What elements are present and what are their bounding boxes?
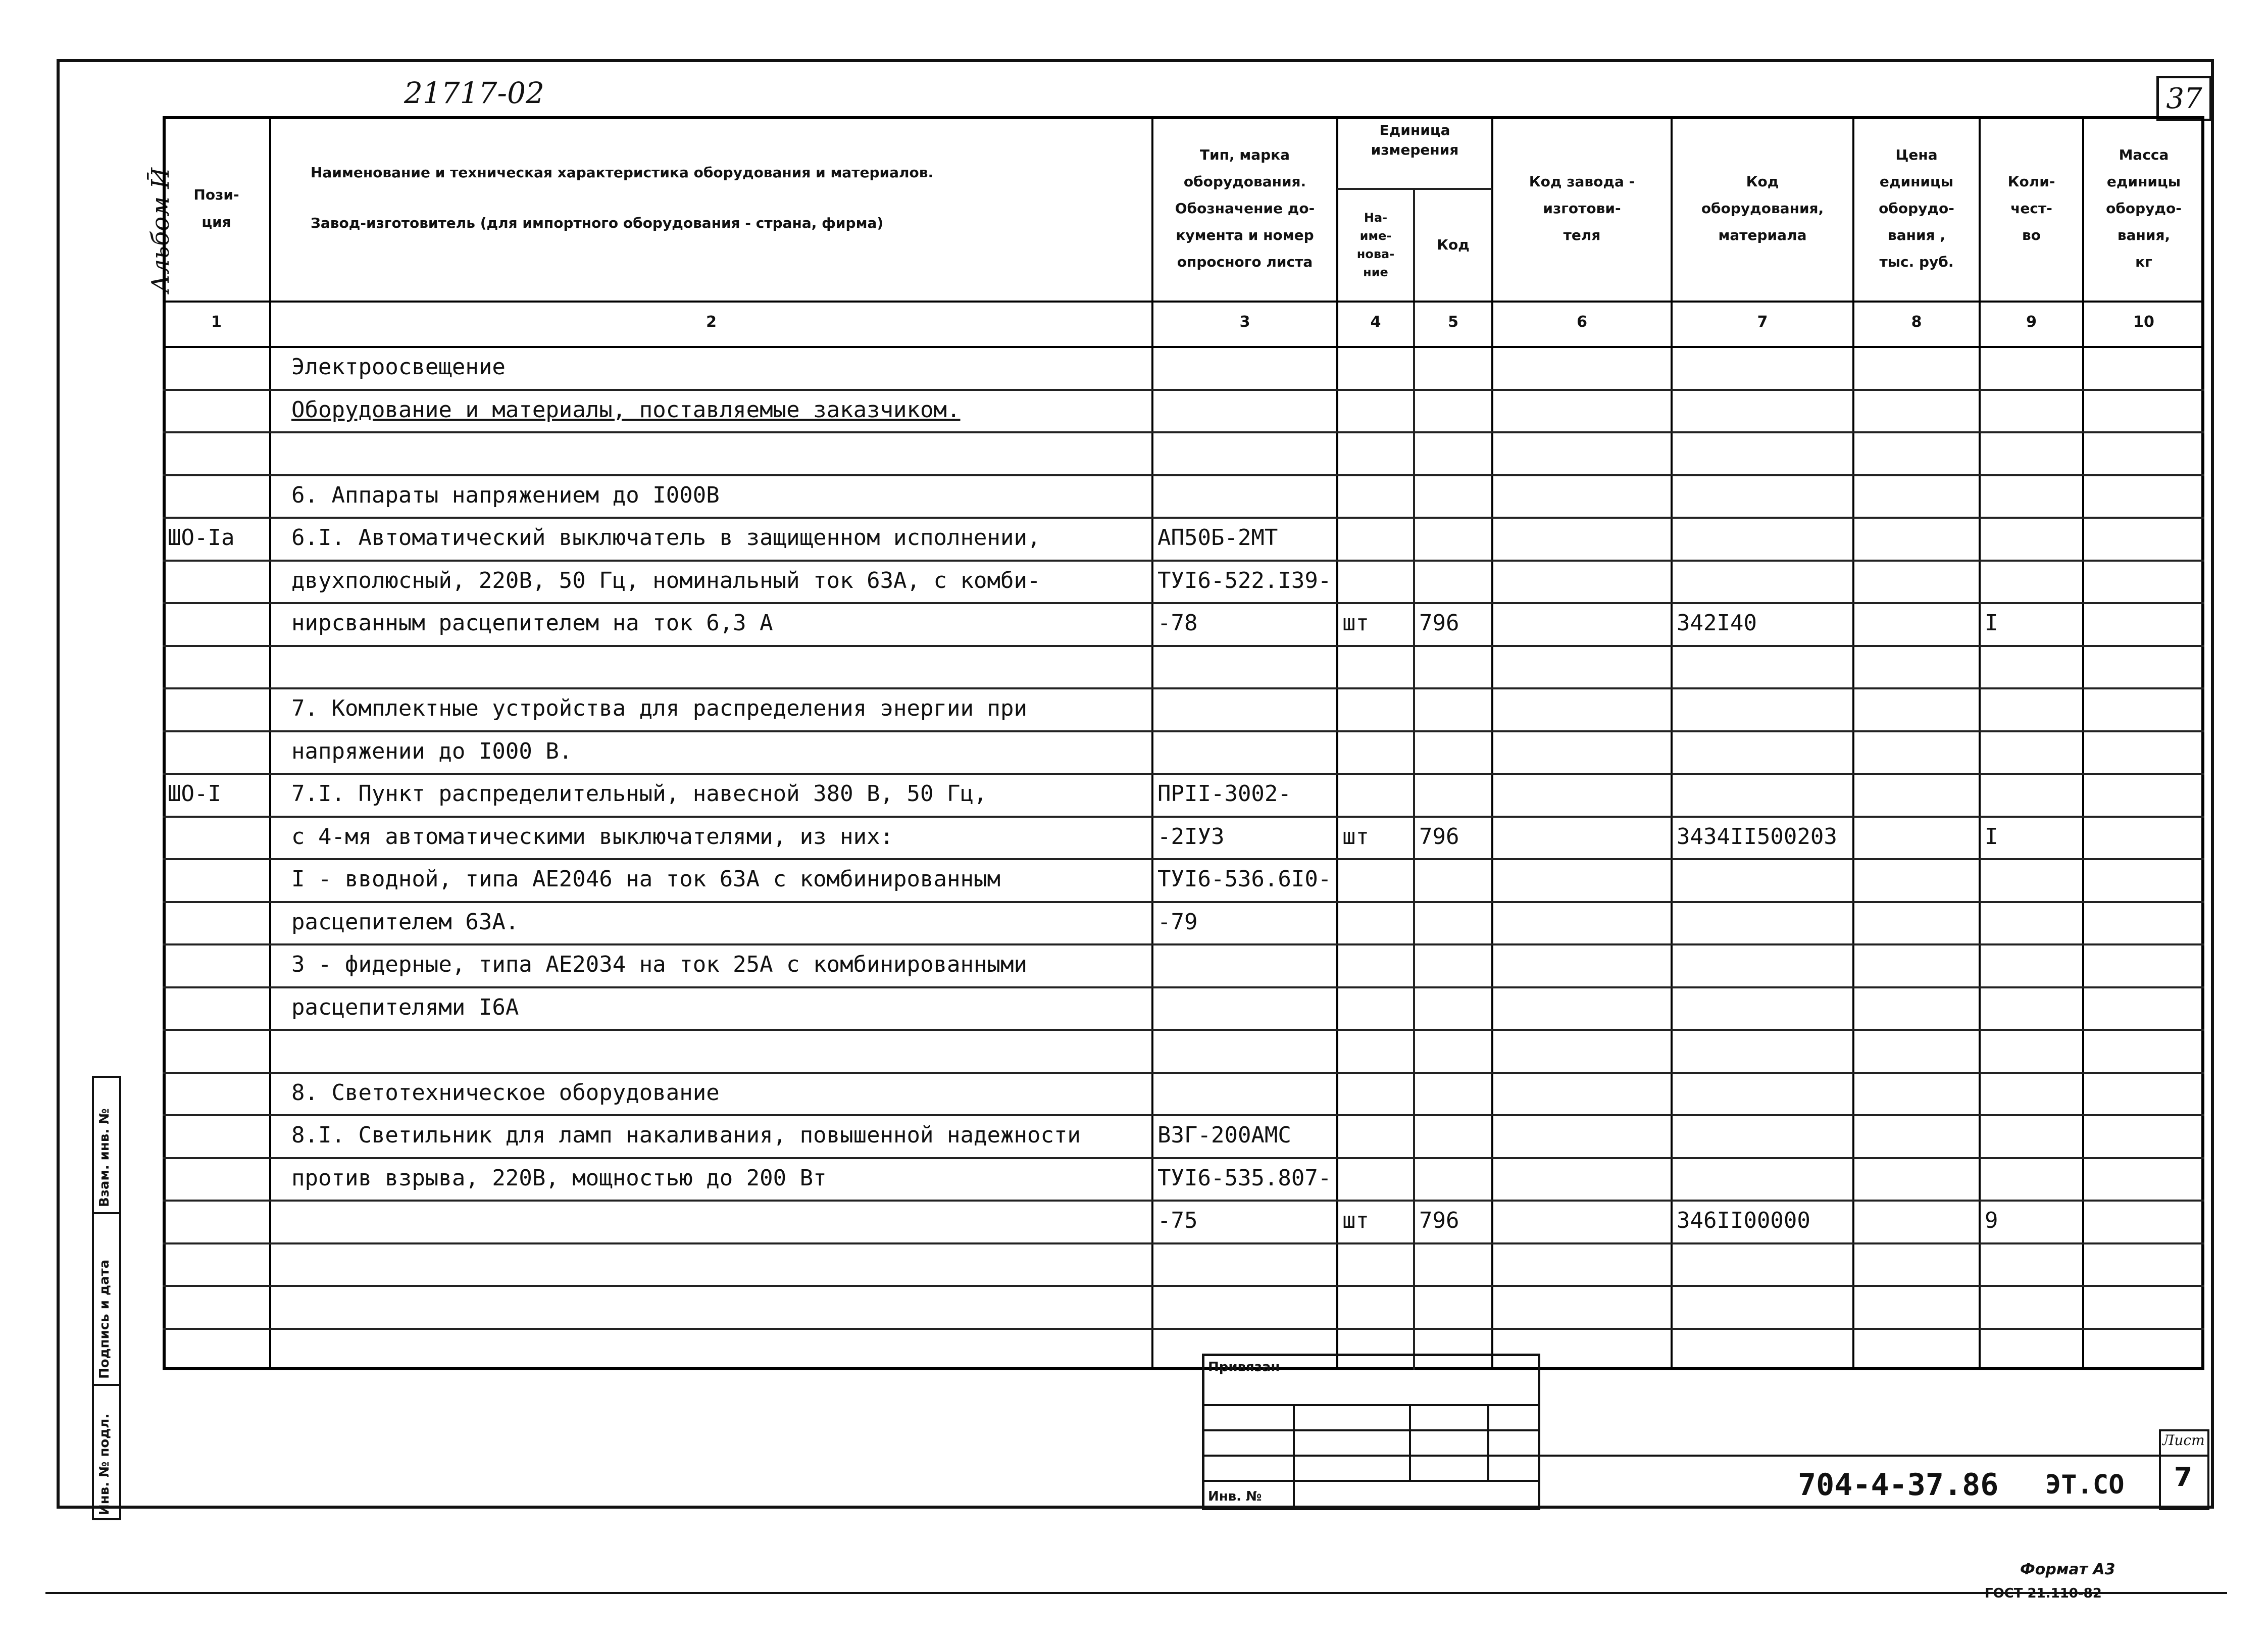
- cell-name: 6.I. Автоматический выключатель в защищенном исполнении,: [291, 525, 1041, 551]
- cell-qty: 9: [1985, 1208, 1998, 1233]
- sheet-number-box: [2156, 76, 2212, 121]
- cell-type: -75: [1157, 1208, 1198, 1233]
- doc-code: 21717-02: [404, 76, 544, 110]
- cell-name: 7.I. Пункт распределительный, навесной 380 В, 50 Гц,: [291, 781, 987, 807]
- column-number: 10: [2133, 313, 2154, 331]
- column-number: 8: [1911, 313, 1922, 331]
- cell-name: против взрыва, 220В, мощностью до 200 Вт: [291, 1165, 827, 1191]
- column-number: 6: [1577, 313, 1587, 331]
- cell-qty: I: [1985, 610, 1998, 636]
- header-unit-name: На- име- нова- ние: [1356, 211, 1395, 279]
- cell-type: -2IУ3: [1157, 823, 1225, 850]
- cell-name: напряжении до I000 В.: [291, 738, 573, 764]
- cell-qty: I: [1985, 823, 1998, 850]
- column-number: 9: [2026, 313, 2037, 331]
- cell-type: ПРII-3002-: [1157, 781, 1291, 807]
- cell-name: 7. Комплектные устройства для распределения энергии при: [291, 695, 1027, 721]
- column-number: 2: [706, 313, 717, 331]
- cell-eqcode: 342I40: [1677, 610, 1757, 636]
- list-value: 7: [2174, 1462, 2193, 1492]
- header-unit-group: Единица измерения: [1371, 122, 1459, 159]
- cell-code: 796: [1419, 1208, 1459, 1233]
- cell-unit: шт: [1342, 823, 1369, 850]
- cell-type: ТУI6-535.807-: [1157, 1165, 1332, 1191]
- cell-name: расцепителями I6А: [291, 994, 519, 1020]
- cell-name: Оборудование и материалы, поставляемые заказчиком.: [291, 396, 961, 423]
- cell-name: 3 - фидерные, типа АЕ2034 на ток 25А с комбинированными: [291, 952, 1027, 977]
- designation-suffix: ЭТ.СО: [2045, 1470, 2125, 1500]
- column-number: 1: [211, 313, 222, 331]
- format-label: Формат А3: [2020, 1561, 2115, 1578]
- cell-unit: шт: [1342, 610, 1369, 636]
- stamp-inv-podl: Инв. № подл.: [97, 1413, 112, 1515]
- privyazan-label: Привязан: [1208, 1360, 1280, 1375]
- cell-name: с 4-мя автоматическими выключателями, из них:: [291, 823, 894, 850]
- cell-type: ТУI6-522.I39-: [1157, 567, 1332, 593]
- header-mass: Масса единицы оборудо- вания, кг: [2106, 146, 2182, 271]
- header-quantity: Коли- чест- во: [2007, 173, 2055, 244]
- sheet-number: 37: [2166, 82, 2202, 115]
- cell-name: Электроосвещение: [291, 354, 506, 380]
- cell-name: расцепителем 63А.: [291, 909, 519, 935]
- stamp-podpis: Подпись и дата: [97, 1259, 112, 1379]
- cell-code: 796: [1419, 610, 1459, 636]
- cell-name: 6. Аппараты напряжением до I000В: [291, 482, 720, 508]
- title-block: [1202, 1354, 1540, 1510]
- list-label: Лист: [2162, 1432, 2205, 1449]
- cell-type: -79: [1157, 909, 1198, 935]
- header-equipment-code: Код оборудования, материала: [1701, 173, 1824, 244]
- cell-type: -78: [1157, 610, 1198, 636]
- header-type: Тип, марка оборудования. Обозначение до- кумента и номер опросного листа: [1175, 146, 1315, 271]
- cell-code: 796: [1419, 823, 1459, 850]
- stamp-vzam: Взам. инв. №: [97, 1108, 112, 1207]
- gost-label: ГОСТ 21.110-82: [1985, 1586, 2102, 1601]
- column-number: 4: [1370, 313, 1381, 331]
- cell-pos: ШО-Iа: [168, 525, 235, 551]
- cell-type: ВЗГ-200АМС: [1157, 1122, 1291, 1148]
- inv-no-label: Инв. №: [1208, 1489, 1262, 1504]
- cell-name: 8. Светотехническое оборудование: [291, 1079, 720, 1106]
- album-label: Альбом Ӣ: [146, 167, 175, 293]
- header-name-line1: Наименование и техническая характеристика оборудования и материалов.: [311, 164, 934, 181]
- cell-eqcode: 346II00000: [1677, 1208, 1810, 1233]
- header-unit-code: Код: [1437, 236, 1470, 254]
- header-position: Пози- ция: [193, 186, 239, 230]
- cell-eqcode: 3434II500203: [1677, 823, 1837, 850]
- cell-pos: ШО-I: [168, 781, 221, 807]
- header-name-line2: Завод-изготовитель (для импортного оборудования - страна, фирма): [311, 215, 884, 231]
- column-number: 7: [1757, 313, 1768, 331]
- designation: 704-4-37.86: [1798, 1467, 1999, 1503]
- cell-type: ТУI6-536.6I0-: [1157, 866, 1332, 892]
- header-price: Цена единицы оборудо- вания , тыс. руб.: [1879, 146, 1954, 271]
- column-number: 5: [1448, 313, 1458, 331]
- cell-unit: шт: [1342, 1208, 1369, 1233]
- column-number: 3: [1239, 313, 1250, 331]
- cell-name: двухполюсный, 220В, 50 Гц, номинальный ток 63А, с комби-: [291, 567, 1041, 593]
- cell-type: АП50Б-2МТ: [1157, 525, 1278, 551]
- header-factory-code: Код завода - изготови- теля: [1529, 173, 1635, 244]
- cell-name: 8.I. Светильник для ламп накаливания, повышенной надежности: [291, 1122, 1081, 1148]
- cell-name: нирсванным расцепителем на ток 6,3 А: [291, 610, 773, 636]
- cell-name: I - вводной, типа АЕ2046 на ток 63А с комбинированным: [291, 866, 1000, 892]
